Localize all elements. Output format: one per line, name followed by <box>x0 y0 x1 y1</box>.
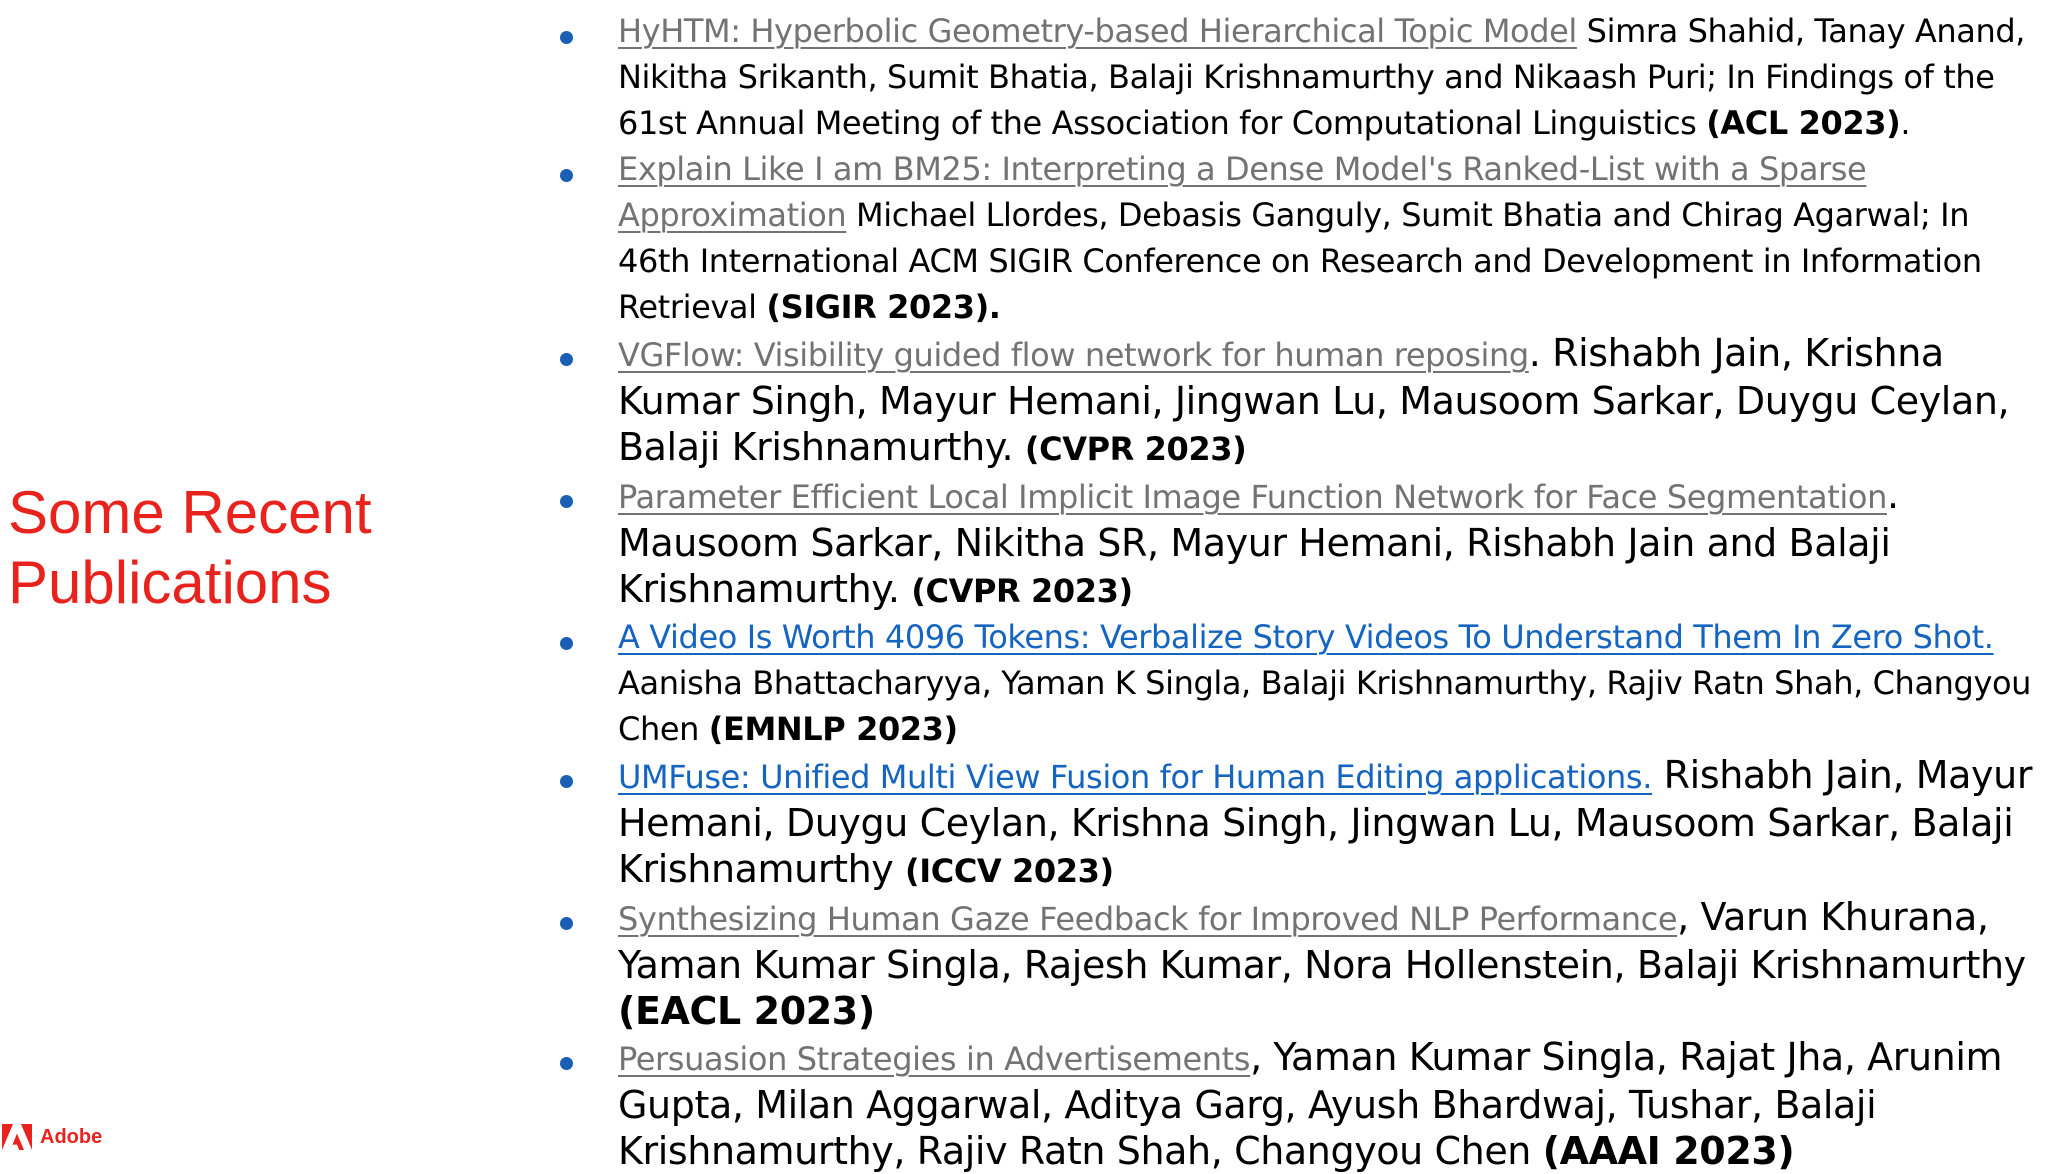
publication-link[interactable]: Synthesizing Human Gaze Feedback for Improved NLP Performance <box>618 900 1678 938</box>
publication-item <box>556 894 2048 1034</box>
bullet-icon <box>560 495 573 508</box>
publication-link[interactable]: A Video Is Worth 4096 Tokens: Verbalize Story Videos To Understand Them In Zero Shot. <box>618 618 1994 656</box>
publication-list <box>556 8 2048 1174</box>
publication-item <box>556 752 2048 894</box>
publication-venue: (CVPR 2023) <box>911 572 1133 610</box>
publication-trailing: . <box>1900 104 1911 142</box>
bullet-icon <box>560 637 573 650</box>
publication-venue: (EMNLP 2023) <box>708 710 958 748</box>
slide-title-line-2: Publications <box>8 549 332 616</box>
publication-authors: Michael Llordes, Debasis Ganguly, Sumit Bhatia and Chirag Agarwal; In 46th International ACM SIGIR Conference on Research and Development in Information Retrieval <box>618 196 1982 326</box>
publication-authors: Rishabh Jain, Mayur Hemani, Duygu Ceylan, Krishna Singh, Jingwan Lu, Mausoom Sarkar, Balaji Krishnamurthy <box>618 753 2033 891</box>
publication-venue: (AAAI 2023) <box>1542 1129 1795 1173</box>
bullet-icon <box>560 775 573 788</box>
publication-authors: Aanisha Bhattacharyya, Yaman K Singla, Balaji Krishnamurthy, Rajiv Ratn Shah, Changyou Chen <box>618 664 2032 748</box>
publication-item <box>556 146 2048 330</box>
publication-venue: (EACL 2023) <box>618 989 875 1033</box>
publication-venue: (CVPR 2023) <box>1024 430 1247 468</box>
publication-venue: (ICCV 2023) <box>905 852 1114 890</box>
bullet-icon <box>560 31 573 44</box>
bullet-icon <box>560 353 573 366</box>
publication-item <box>556 472 2048 614</box>
publication-link[interactable]: Parameter Efficient Local Implicit Image Function Network for Face Segmentation <box>618 478 1887 516</box>
publication-link[interactable]: Explain Like I am BM25: Interpreting a Dense Model's Ranked-List with a Sparse Approximation <box>618 150 1867 234</box>
bullet-icon <box>560 1057 573 1070</box>
adobe-brand <box>2 1124 102 1150</box>
publication-authors: , Varun Khurana, Yaman Kumar Singla, Rajesh Kumar, Nora Hollenstein, Balaji Krishnamurthy <box>618 895 2026 987</box>
publication-authors: . Rishabh Jain, Krishna Kumar Singh, Mayur Hemani, Jingwan Lu, Mausoom Sarkar, Duygu Ceylan, Balaji Krishnamurthy. <box>618 331 2010 469</box>
slide-title-line-1: Some Recent <box>8 479 372 546</box>
publication-link[interactable]: VGFlow: Visibility guided flow network for human reposing <box>618 336 1529 374</box>
adobe-wordmark: Adobe <box>40 1125 103 1148</box>
publication-item <box>556 330 2048 472</box>
publication-authors: . Mausoom Sarkar, Nikitha SR, Mayur Hemani, Rishabh Jain and Balaji Krishnamurthy. <box>618 473 1899 611</box>
adobe-logo-icon <box>2 1124 32 1150</box>
publication-item <box>556 1034 2048 1174</box>
publication-authors: Simra Shahid, Tanay Anand, Nikitha Srikanth, Sumit Bhatia, Balaji Krishnamurthy and Nikaash Puri; In Findings of the 61st Annual Meeting of the Association for Computational Linguistics <box>618 12 2026 142</box>
bullet-icon <box>560 169 573 182</box>
publication-venue: (SIGIR 2023). <box>766 288 1001 326</box>
bullet-icon <box>560 917 573 930</box>
publication-item <box>556 614 2048 752</box>
publication-link[interactable]: Persuasion Strategies in Advertisements <box>618 1040 1251 1078</box>
publication-item <box>556 8 2048 146</box>
publication-authors: , Yaman Kumar Singla, Rajat Jha, Arunim Gupta, Milan Aggarwal, Aditya Garg, Ayush Bhardwaj, Tushar, Balaji Krishnamurthy, Rajiv Ratn Shah, Changyou Chen <box>618 1035 2003 1173</box>
publication-link[interactable]: HyHTM: Hyperbolic Geometry-based Hierarchical Topic Model <box>618 12 1577 50</box>
publication-link[interactable]: UMFuse: Unified Multi View Fusion for Human Editing applications. <box>618 758 1652 796</box>
publication-venue: (ACL 2023) <box>1706 104 1901 142</box>
slide-title <box>8 478 528 618</box>
